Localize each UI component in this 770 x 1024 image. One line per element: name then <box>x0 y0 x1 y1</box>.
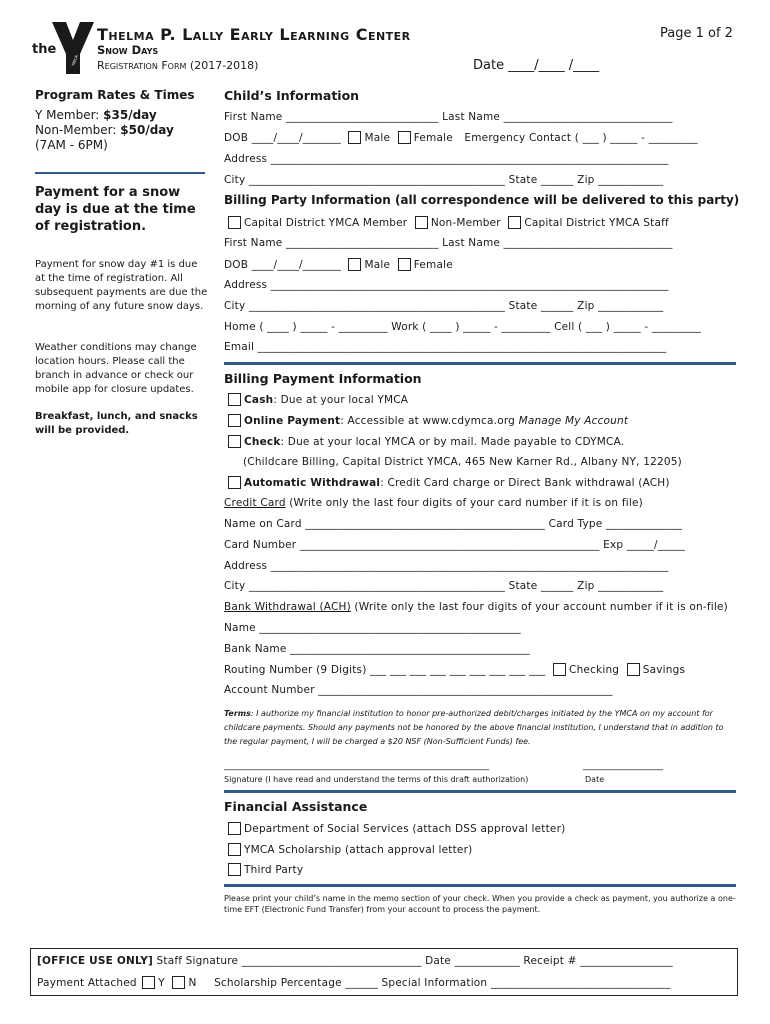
office-row-2 <box>37 976 671 989</box>
checking-label: Checking <box>569 664 620 676</box>
third-party-label: Third Party <box>244 864 304 876</box>
signature-date-caption: Date <box>585 775 605 784</box>
header-date-field[interactable]: Date ____/____ /____ <box>473 58 600 73</box>
ymca-logo <box>30 20 96 76</box>
member-label: Y Member: <box>35 108 104 122</box>
nonmember-price: $50/day <box>120 123 174 137</box>
billing-male-checkbox[interactable] <box>348 258 361 271</box>
signature-caption: Signature (I have read and understand the terms of this draft authorization) <box>224 775 529 784</box>
billing-staff-checkbox[interactable] <box>508 216 521 229</box>
cash-option <box>228 393 408 406</box>
auto-checkbox[interactable] <box>228 476 241 489</box>
meals-note: Breakfast, lunch, and snacks will be provided. <box>35 411 198 436</box>
billing-nonmember-checkbox[interactable] <box>415 216 428 229</box>
billing-member-label: Capital District YMCA Member <box>244 217 408 229</box>
left-divider <box>35 172 205 174</box>
billing-dob-field[interactable]: DOB ____/____/_______ <box>224 259 341 271</box>
member-price: $35/day <box>103 108 157 122</box>
ach-bank-field[interactable]: Bank Name ____________________________________________ <box>224 643 530 655</box>
terms-text <box>224 707 738 749</box>
child-female-label: Female <box>413 132 453 144</box>
ach-name-field[interactable]: Name ________________________________________________ <box>224 622 521 634</box>
child-dob-field[interactable]: DOB ____/____/_______ <box>224 132 341 144</box>
child-male-label: Male <box>364 132 391 144</box>
savings-checkbox[interactable] <box>627 663 640 676</box>
auto-option <box>228 476 670 489</box>
billing-city-field[interactable]: City _______________________________________________ State ______ Zip ____________ <box>224 300 664 312</box>
section-divider <box>224 884 736 887</box>
weather-note: Weather conditions may change location hours. Please call the branch in advance or check our mobile app for closure updates. <box>35 342 197 395</box>
online-label: Online Payment <box>244 415 341 427</box>
billing-heading: Billing Party Information (all correspondence will be delivered to this party) <box>224 193 740 207</box>
payment-due-text: Payment for a snow day is due at the time of registration. <box>35 185 196 234</box>
rates-box <box>35 108 174 153</box>
checking-checkbox[interactable] <box>553 663 566 676</box>
check-text: : Due at your local YMCA or by mail. Made payable to CDYMCA. <box>280 436 625 448</box>
dss-label: Department of Social Services (attach DSS approval letter) <box>244 823 566 835</box>
office-use-box <box>30 948 738 996</box>
billing-male-label: Male <box>364 259 391 271</box>
child-heading: Child’s Information <box>224 88 360 103</box>
terms-label: Terms <box>224 709 251 718</box>
payment-heading: Billing Payment Information <box>224 371 422 386</box>
terms-body: : I authorize my financial institution to honor pre-authorized debit/charges initiated by the YMCA on my account for childcare payments. Should any payments not be honored by the above financial institution, I understand that in addition to the regular payment, I will be charged a $20 NSF (Non-Sufficient Funds) fee. <box>224 709 724 746</box>
ach-text: (Write only the last four digits of your account number if it is on-file) <box>350 601 728 613</box>
rates-heading: Program Rates & Times <box>35 88 195 102</box>
section-divider <box>224 362 736 365</box>
memo-note: Please print your child’s name in the memo section of your check. When you provide a check as payment, you authorize a one-time EFT (Electronic Fund Transfer) from your account to process the payment. <box>224 894 736 914</box>
billing-member-checkbox[interactable] <box>228 216 241 229</box>
cc-address-field[interactable]: Address _________________________________________________________________________ <box>224 560 669 572</box>
online-text: : Accessible at www.cdymca.org <box>340 415 519 427</box>
logo-ymca-text: YMCA <box>70 54 80 67</box>
dss-checkbox[interactable] <box>228 822 241 835</box>
check-option <box>228 435 624 448</box>
check-label: Check <box>244 436 281 448</box>
child-dob-row <box>224 131 698 144</box>
assistance-option-third-party <box>228 863 303 876</box>
subtitle: Snow Days <box>97 43 159 57</box>
payment-attached-label: Payment Attached <box>37 977 137 989</box>
child-address-field[interactable]: Address _________________________________________________________________________ <box>224 153 669 165</box>
child-female-checkbox[interactable] <box>398 131 411 144</box>
cash-checkbox[interactable] <box>228 393 241 406</box>
member-rate <box>35 108 174 123</box>
billing-type-row <box>228 216 669 229</box>
office-row-1 <box>37 955 673 967</box>
cc-city-field[interactable]: City _______________________________________________ State ______ Zip ____________ <box>224 580 664 592</box>
scholarship-percentage-field[interactable]: Scholarship Percentage ______ Special Information _________________________________ <box>214 977 671 989</box>
billing-email-field[interactable]: Email ___________________________________________________________________________ <box>224 341 667 353</box>
cash-text: : Due at your local YMCA <box>273 394 409 406</box>
third-party-checkbox[interactable] <box>228 863 241 876</box>
form-year: (2017-2018) <box>189 59 259 72</box>
section-divider <box>224 790 736 793</box>
online-option <box>228 414 628 427</box>
payment-no-checkbox[interactable] <box>172 976 185 989</box>
billing-dob-row <box>224 258 453 271</box>
nonmember-rate <box>35 123 174 138</box>
routing-field[interactable]: Routing Number (9 Digits) ___ ___ ___ ___ ___ ___ ___ ___ ___ <box>224 664 546 676</box>
check-address: (Childcare Billing, Capital District YMCA, 465 New Karner Rd., Albany NY, 12205) <box>243 456 682 468</box>
billing-female-label: Female <box>413 259 453 271</box>
child-name-field[interactable]: First Name ____________________________ Last Name _______________________________ <box>224 111 673 123</box>
credit-card-heading <box>224 497 643 509</box>
cash-label: Cash <box>244 394 274 406</box>
form-line: Registration Form <box>97 59 187 72</box>
auto-label: Automatic Withdrawal <box>244 477 381 489</box>
cc-name-field[interactable]: Name on Card ____________________________________________ Card Type ______________ <box>224 518 683 530</box>
office-label: [OFFICE USE ONLY] <box>37 955 153 967</box>
assistance-option-dss <box>228 822 565 835</box>
office-staff-line[interactable]: Staff Signature _________________________________ Date ____________ Receipt # _________________ <box>153 955 673 967</box>
billing-female-checkbox[interactable] <box>398 258 411 271</box>
page-number: Page 1 of 2 <box>660 26 733 41</box>
ach-heading <box>224 601 728 613</box>
account-number-field[interactable]: Account Number ______________________________________________________ <box>224 684 613 696</box>
form-title <box>97 59 258 72</box>
online-italic: Manage My Account <box>518 415 629 427</box>
scholarship-checkbox[interactable] <box>228 843 241 856</box>
emergency-contact-field[interactable]: Emergency Contact ( ___ ) _____ - _________ <box>464 132 698 144</box>
cc-number-field[interactable]: Card Number _______________________________________________________ Exp _____/_____ <box>224 539 685 551</box>
billing-nonmember-label: Non-Member <box>430 217 501 229</box>
ach-label: Bank Withdrawal (ACH) <box>224 601 351 613</box>
payment-note: Payment for snow day #1 is due at the time of registration. All subsequent payments are due the morning of any future snow days. <box>35 259 208 312</box>
billing-staff-label: Capital District YMCA Staff <box>524 217 669 229</box>
billing-phone-field[interactable]: Home ( ____ ) _____ - _________ Work ( ____ ) _____ - _________ Cell ( ___ ) _____ - _________ <box>224 321 701 333</box>
child-city-field[interactable]: City _______________________________________________ State ______ Zip ____________ <box>224 174 664 186</box>
assistance-heading: Financial Assistance <box>224 799 368 814</box>
hours: (7AM - 6PM) <box>35 138 108 152</box>
payment-yes-label: Y <box>158 977 165 989</box>
signature-line[interactable]: _____________________________________________________ <box>224 760 489 771</box>
assistance-option-scholarship <box>228 843 472 856</box>
logo-the-text: the <box>32 42 57 57</box>
savings-label: Savings <box>642 664 686 676</box>
scholarship-label: YMCA Scholarship (attach approval letter) <box>244 844 473 856</box>
signature-date-line[interactable]: ________________ <box>583 760 663 771</box>
nonmember-label: Non-Member: <box>35 123 121 137</box>
cc-text: (Write only the last four digits of your card number if it is on file) <box>285 497 643 509</box>
billing-name-field[interactable]: First Name ____________________________ Last Name _______________________________ <box>224 237 673 249</box>
child-male-checkbox[interactable] <box>348 131 361 144</box>
cc-label: Credit Card <box>224 497 286 509</box>
page-title: Thelma P. Lally Early Learning Center <box>97 25 411 44</box>
check-checkbox[interactable] <box>228 435 241 448</box>
online-checkbox[interactable] <box>228 414 241 427</box>
auto-text: : Credit Card charge or Direct Bank withdrawal (ACH) <box>380 477 670 489</box>
routing-row <box>224 663 685 676</box>
payment-yes-checkbox[interactable] <box>142 976 155 989</box>
billing-address-field[interactable]: Address _________________________________________________________________________ <box>224 279 669 291</box>
payment-no-label: N <box>188 977 197 989</box>
